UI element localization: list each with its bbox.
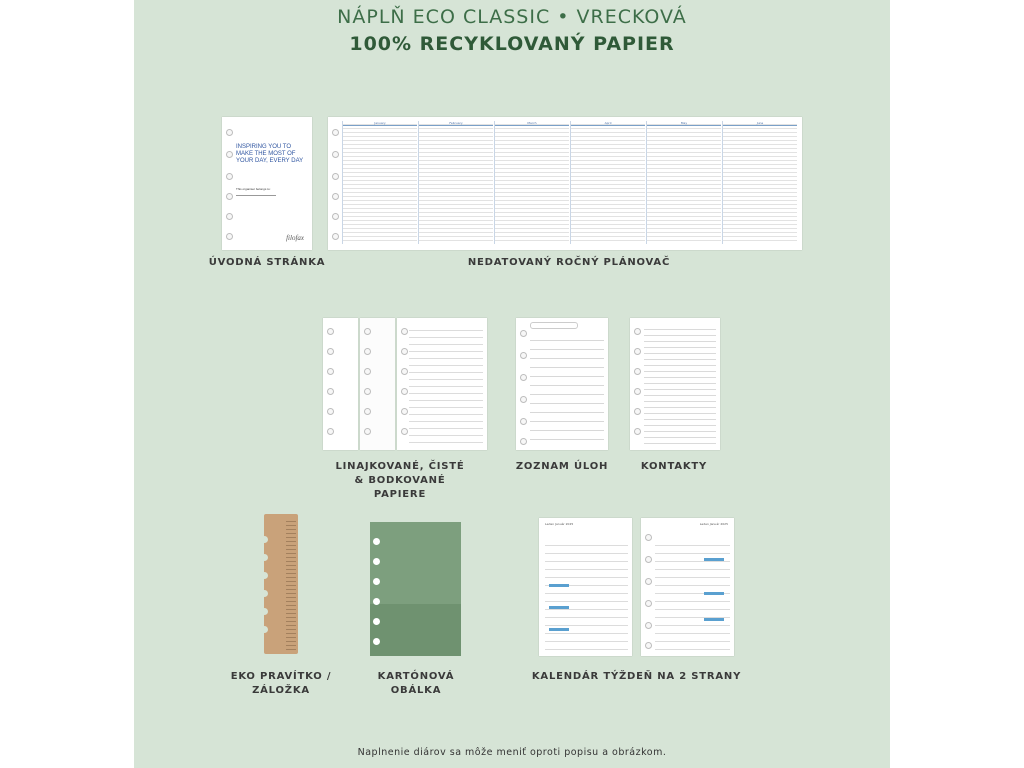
planner-month-label: June bbox=[723, 121, 797, 126]
planner-month-column bbox=[570, 121, 645, 244]
planner-month-column bbox=[342, 121, 417, 244]
caption-contacts: KONTAKTY bbox=[640, 461, 708, 472]
calendar-left-header: Leden Január 2025 bbox=[545, 522, 574, 526]
intro-page-image bbox=[222, 117, 312, 250]
planner-month-column bbox=[418, 121, 493, 244]
intro-page-text: INSPIRING YOU TO MAKE THE MOST OF YOUR DAY, EVERY DAY bbox=[236, 144, 304, 164]
planner-month-column bbox=[494, 121, 569, 244]
footer-note: Naplnenie diárov sa môže meniť oproti popisu a obrázkom. bbox=[357, 747, 667, 758]
todo-list-image bbox=[516, 318, 608, 450]
ruled-paper-image bbox=[397, 318, 487, 450]
week-calendar-left-image bbox=[539, 518, 632, 656]
caption-year-planner: NEDATOVANÝ ROČNÝ PLÁNOVAČ bbox=[467, 257, 671, 268]
eco-ruler-image bbox=[264, 514, 298, 654]
page-title: NÁPLŇ ECO CLASSIC • VRECKOVÁ bbox=[337, 6, 687, 28]
planner-month-column bbox=[722, 121, 797, 244]
page-subtitle: 100% RECYKLOVANÝ PAPIER bbox=[349, 33, 675, 55]
planner-month-label: February bbox=[419, 121, 493, 126]
caption-intro-page: ÚVODNÁ STRÁNKA bbox=[208, 257, 326, 268]
card-envelope-image bbox=[370, 522, 461, 656]
product-panel bbox=[134, 0, 890, 768]
caption-todo: ZOZNAM ÚLOH bbox=[515, 461, 609, 472]
planner-month-label: April bbox=[571, 121, 645, 126]
filofax-logo: filofax bbox=[286, 234, 304, 242]
planner-month-column bbox=[646, 121, 721, 244]
contacts-image bbox=[630, 318, 720, 450]
planner-month-label: March bbox=[495, 121, 569, 126]
caption-week-calendar: KALENDÁR TÝŽDEŇ NA 2 STRANY bbox=[531, 671, 742, 682]
owner-line-label: This organiser belongs to: bbox=[236, 187, 271, 191]
planner-month-label: May bbox=[647, 121, 721, 126]
caption-ruler: EKO PRAVÍTKO / ZÁLOŽKA bbox=[230, 671, 332, 696]
calendar-right-header: Leden Január 2025 bbox=[699, 522, 728, 526]
plain-paper-image bbox=[323, 318, 358, 450]
week-calendar-right-image bbox=[641, 518, 734, 656]
ruled-lines bbox=[409, 324, 483, 444]
dotted-paper-image bbox=[360, 318, 395, 450]
planner-month-label: January bbox=[343, 121, 417, 126]
caption-envelope: KARTÓNOVÁ OBÁLKA bbox=[377, 671, 455, 696]
year-planner-image bbox=[328, 117, 802, 250]
caption-papers: LINAJKOVANÉ, ČISTÉ & BODKOVANÉ PAPIERE bbox=[335, 461, 465, 500]
